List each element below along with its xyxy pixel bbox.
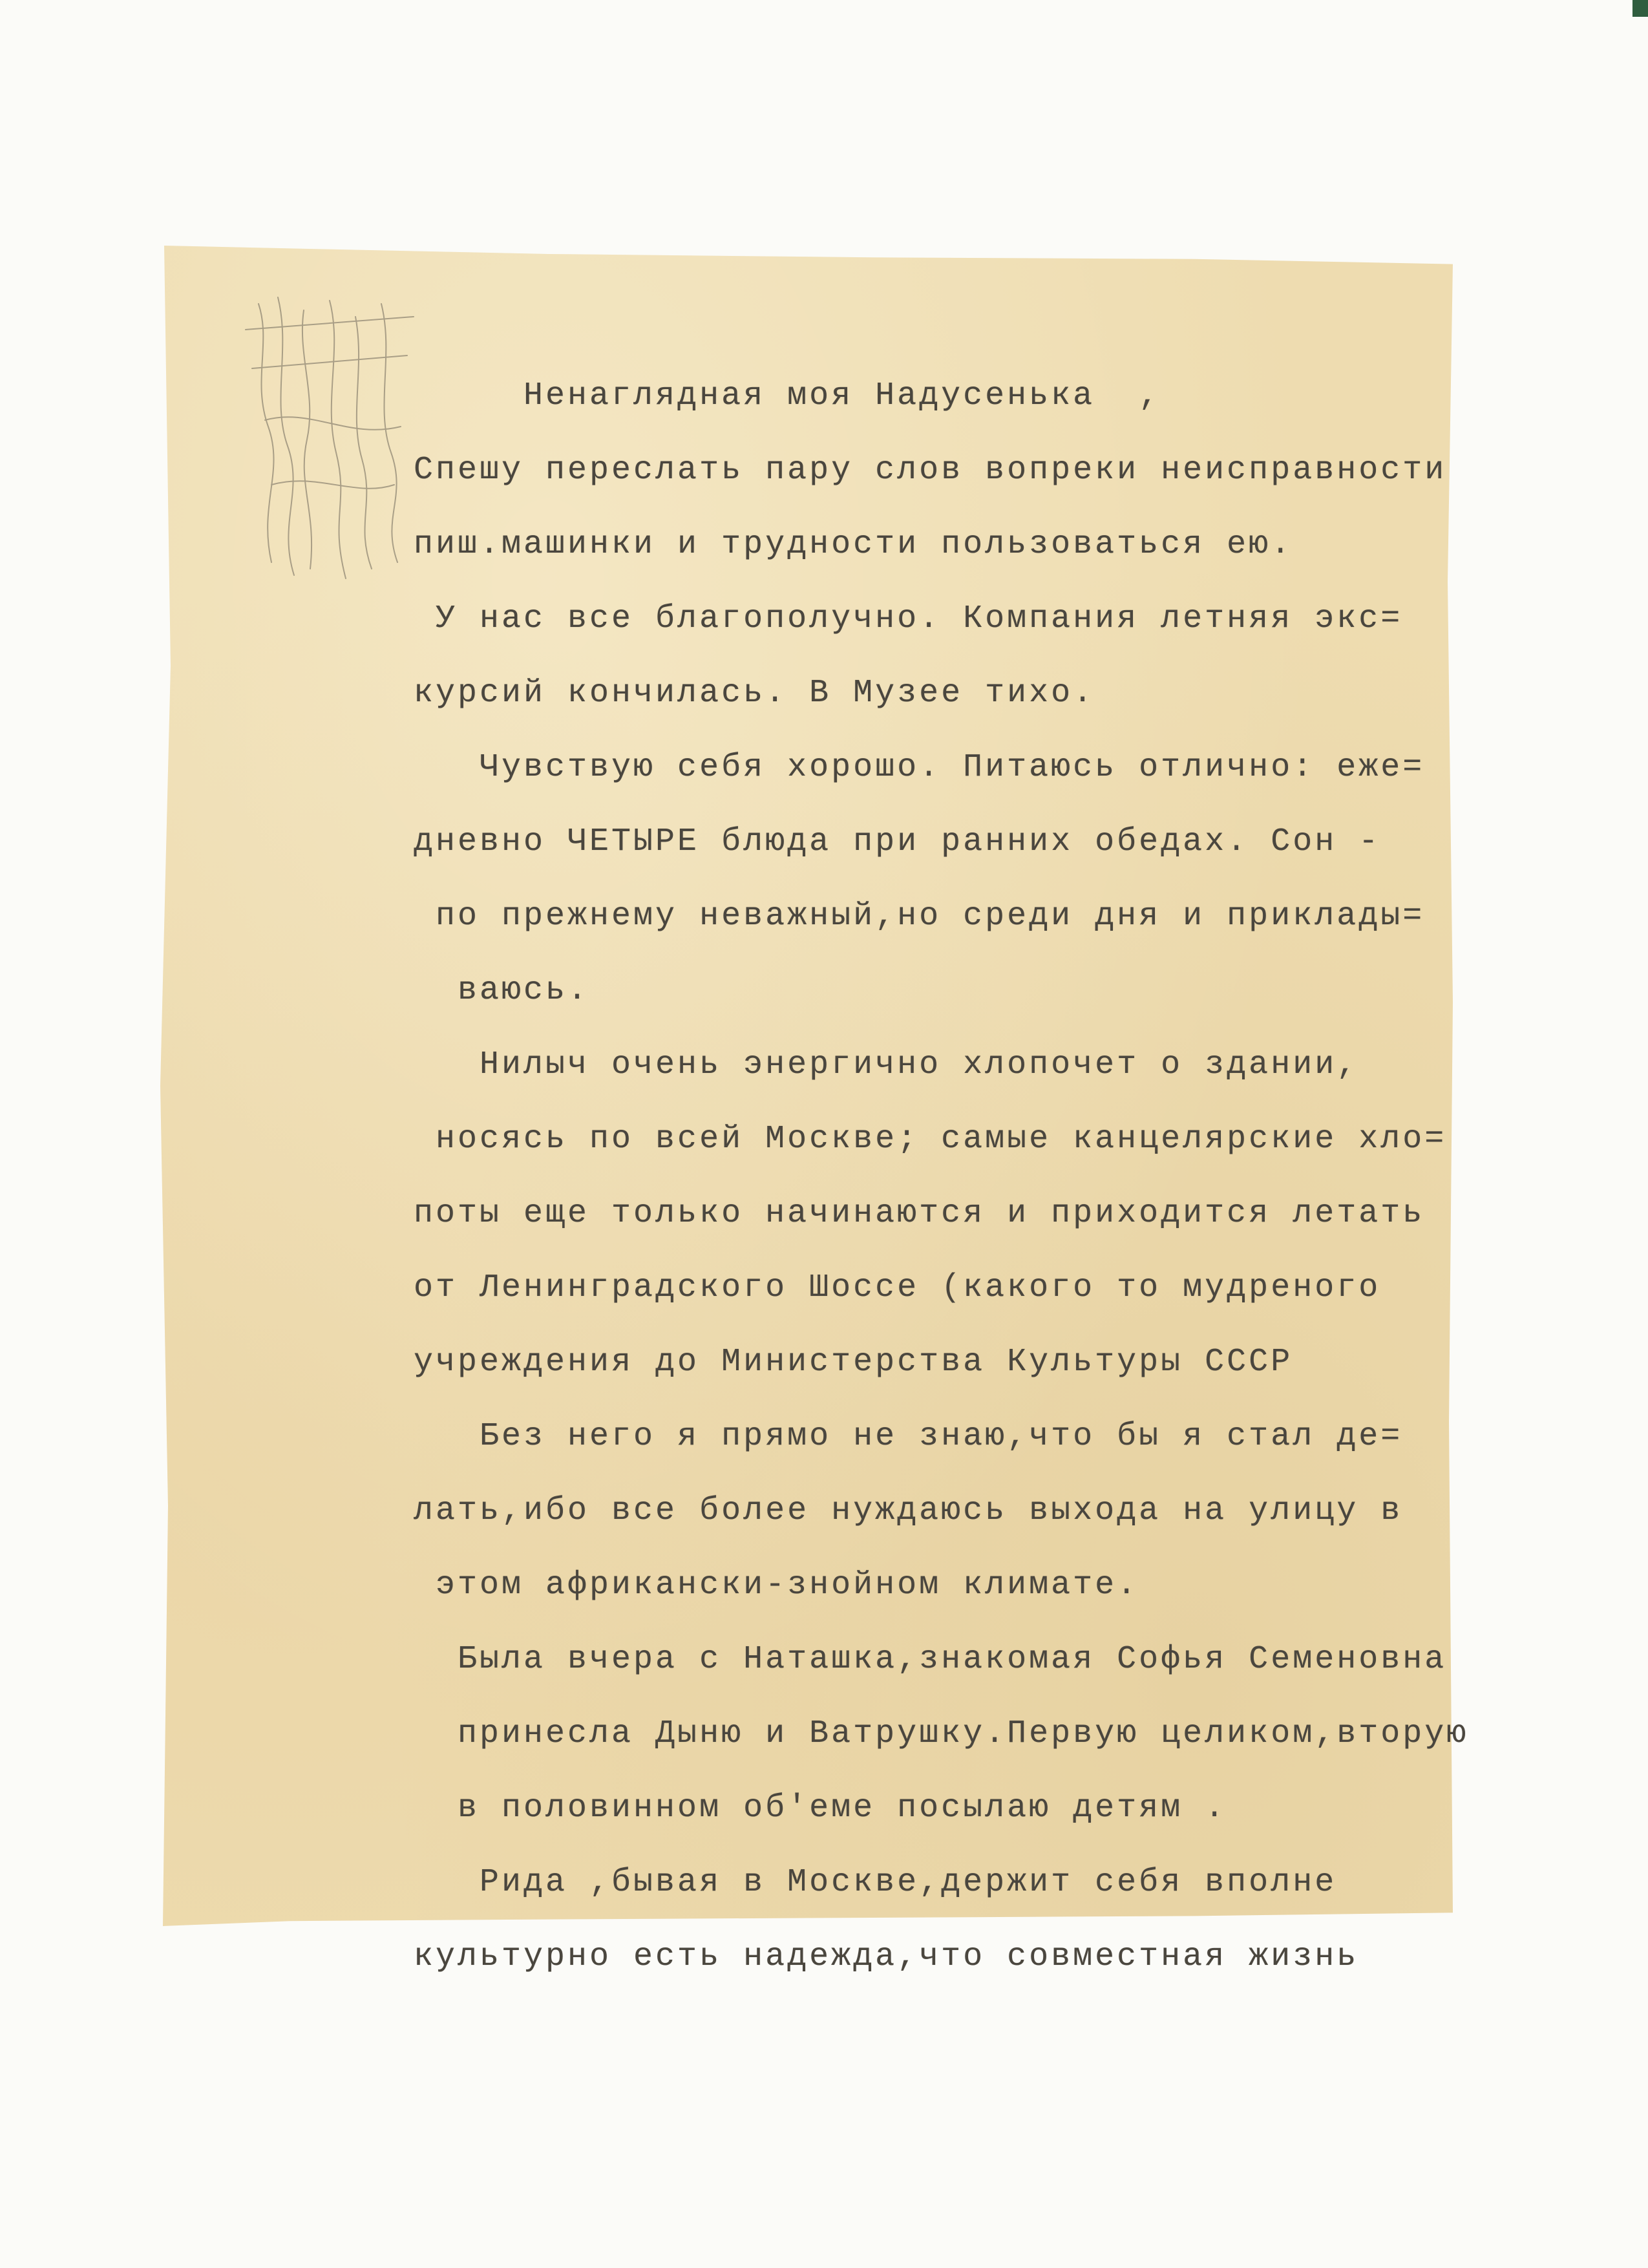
letter-line: этом африкански-знойном климате. (414, 1567, 1139, 1604)
letter-line: учреждения до Министерства Культуры СССР (414, 1344, 1293, 1381)
letter-line: в половинном об'еме посылаю детям . (414, 1790, 1227, 1827)
letter-line: Ненаглядная моя Надусенька , (414, 377, 1161, 414)
letter-line: культурно есть надежда,что совместная жизнь (414, 1938, 1359, 1975)
letter-line: ваюсь. (414, 972, 590, 1009)
letter-line: по прежнему неважный,но среди дня и приклады= (414, 898, 1425, 935)
letter-line: курсий кончилась. В Музее тихо. (414, 675, 1095, 712)
letter-line: Была вчера с Наташка,знакомая Софья Семеновна (414, 1641, 1447, 1678)
letter-line: от Ленинградского Шоссе (какого то мудреного (414, 1269, 1381, 1306)
pencil-scribble-mark (233, 291, 427, 588)
letter-line: Спешу переслать пару слов вопреки неисправности (414, 452, 1447, 489)
typed-letter-text (414, 359, 1474, 1994)
letter-line: лать,ибо все более нуждаюсь выхода на улицу в (414, 1492, 1403, 1529)
letter-line: У нас все благополучно. Компания летняя экс= (414, 600, 1403, 637)
scanner-edge-mark (1632, 0, 1648, 17)
letter-line: дневно ЧЕТЫРЕ блюда при ранних обедах. Сон - (414, 823, 1381, 860)
letter-line: Нилыч очень энергично хлопочет о здании, (414, 1046, 1359, 1083)
letter-line: принесла Дыню и Ватрушку.Первую целиком,вторую (414, 1715, 1469, 1752)
letter-line: Без него я прямо не знаю,что бы я стал де= (414, 1418, 1403, 1455)
letter-line: Рида ,бывая в Москве,держит себя вполне (414, 1864, 1337, 1901)
letter-line: пиш.машинки и трудности пользоваться ею. (414, 526, 1293, 563)
letter-line: носясь по всей Москве; самые канцелярские хло= (414, 1121, 1447, 1158)
letter-line: Чувствую себя хорошо. Питаюсь отлично: еже= (414, 749, 1425, 786)
letter-line: поты еще только начинаются и приходится летать (414, 1195, 1425, 1232)
